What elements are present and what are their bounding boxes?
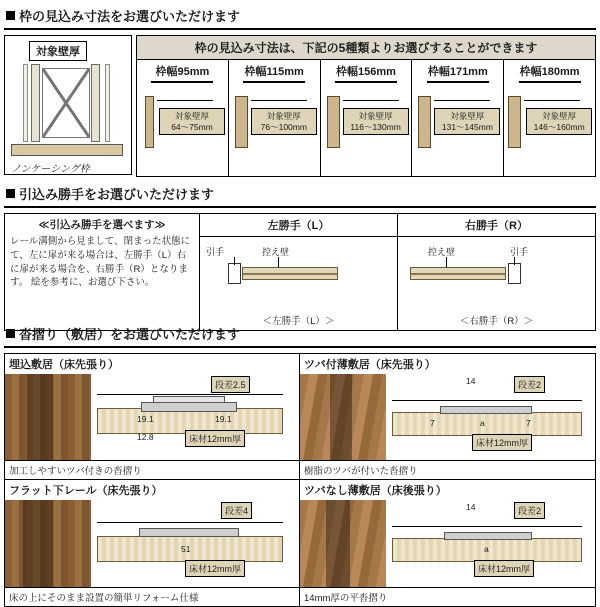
sill-option-thin-with-flange: ツバ付薄敷居（床先張り） 14 段差2 7 7 a 床材12mm厚 樹脂のツバが付いた沓摺り bbox=[300, 353, 596, 480]
sill-diagram: 段差4 51 床材12mm厚 bbox=[93, 500, 297, 586]
dim-box-156: 対象壁厚 116〜130mm bbox=[343, 108, 409, 135]
frame-width-table-title: 枠の見込み寸法は、下記の5種類よりお選びすることができます bbox=[137, 36, 595, 60]
section-2-heading: 引込み勝手をお選びいただけます bbox=[4, 182, 596, 208]
frame-illustration bbox=[4, 35, 132, 175]
section-sill-options bbox=[0, 322, 600, 607]
right-hand-figure: 控え壁 引手 bbox=[398, 237, 595, 303]
section-sliding-direction bbox=[0, 182, 600, 331]
hikite-block-right bbox=[508, 263, 521, 284]
frame-width-option-180: 枠幅180mm 対象壁厚 146〜160mm bbox=[504, 60, 595, 176]
left-hand-option: 左勝手（L） 引手 控え壁 ＜左勝手（L）＞ bbox=[200, 213, 398, 331]
sill-option-thin-no-flange: ツバなし薄敷居（床後張り） 14 段差2 a 床材12mm厚 14mm厚の平沓摺り bbox=[300, 480, 596, 607]
hikite-block-left bbox=[228, 263, 241, 284]
rail-bar-right bbox=[410, 267, 506, 280]
sill-photo bbox=[300, 500, 386, 601]
dim-box-171: 対象壁厚 131〜145mm bbox=[434, 108, 500, 135]
frame-width-option-115: 枠幅115mm 対象壁厚 76〜100mm bbox=[229, 60, 321, 176]
direction-note bbox=[4, 213, 200, 331]
target-wall-thickness-label: 対象壁厚 bbox=[29, 41, 87, 61]
sill-option-flat-rail: フラット下レール（床先張り） 段差4 51 床材12mm厚 床の上にそのまま設置の簡単リフォーム仕様 bbox=[4, 480, 300, 607]
dim-box-180: 対象壁厚 146〜160mm bbox=[526, 108, 592, 135]
frame-width-option-171: 枠幅171mm 対象壁厚 131〜145mm bbox=[412, 60, 504, 176]
frame-caption: ノンケーシング枠 bbox=[11, 164, 90, 175]
sill-diagram: 14 段差2 7 7 a 床材12mm厚 bbox=[388, 374, 593, 459]
direction-note-title: ≪引込み勝手を選べます≫ bbox=[38, 219, 166, 231]
frame-drawing bbox=[21, 64, 117, 142]
bullet-square-icon bbox=[6, 329, 15, 338]
sill-photo bbox=[5, 500, 91, 601]
section-frame-depth bbox=[0, 4, 600, 177]
left-hand-figure: 引手 控え壁 bbox=[200, 237, 397, 303]
sill-option-grid bbox=[4, 353, 596, 607]
sill-diagram: 段差2.5 19.1 19.1 12.8 床材12mm厚 bbox=[93, 374, 297, 459]
sill-option-embedded: 埋込敷居（床先張り） 段差2.5 19.1 19.1 12.8 床材12mm厚 加工しやすいツバ付きの沓摺り bbox=[4, 353, 300, 480]
direction-note-body: レール溝側から見まして、閉まった状態にて、左に扉が来る場合は、左勝手（L）右に扉が来る場合を、右勝手（R）となります。 絵を参考に、お選び下さい。 bbox=[10, 236, 191, 289]
section-1-heading: 枠の見込み寸法をお選びいただけます bbox=[4, 4, 596, 30]
right-hand-option: 右勝手（R） 控え壁 引手 ＜右勝手（R）＞ bbox=[398, 213, 596, 331]
dim-box-115: 対象壁厚 76〜100mm bbox=[251, 108, 317, 135]
frame-width-table bbox=[136, 35, 596, 177]
sill-diagram: 14 段差2 a 床材12mm厚 bbox=[388, 500, 593, 586]
bullet-square-icon bbox=[6, 189, 15, 198]
bullet-square-icon bbox=[6, 11, 15, 20]
section-3-heading: 沓摺り（敷居）をお選びいただけます bbox=[4, 322, 596, 348]
frame-width-option-95: 枠幅95mm 対象壁厚 64〜75mm bbox=[137, 60, 229, 176]
rail-bar-left bbox=[242, 267, 338, 280]
floor-bar bbox=[11, 144, 123, 156]
frame-width-option-156: 枠幅156mm 対象壁厚 116〜130mm bbox=[321, 60, 413, 176]
dim-box-95: 対象壁厚 64〜75mm bbox=[159, 108, 225, 135]
